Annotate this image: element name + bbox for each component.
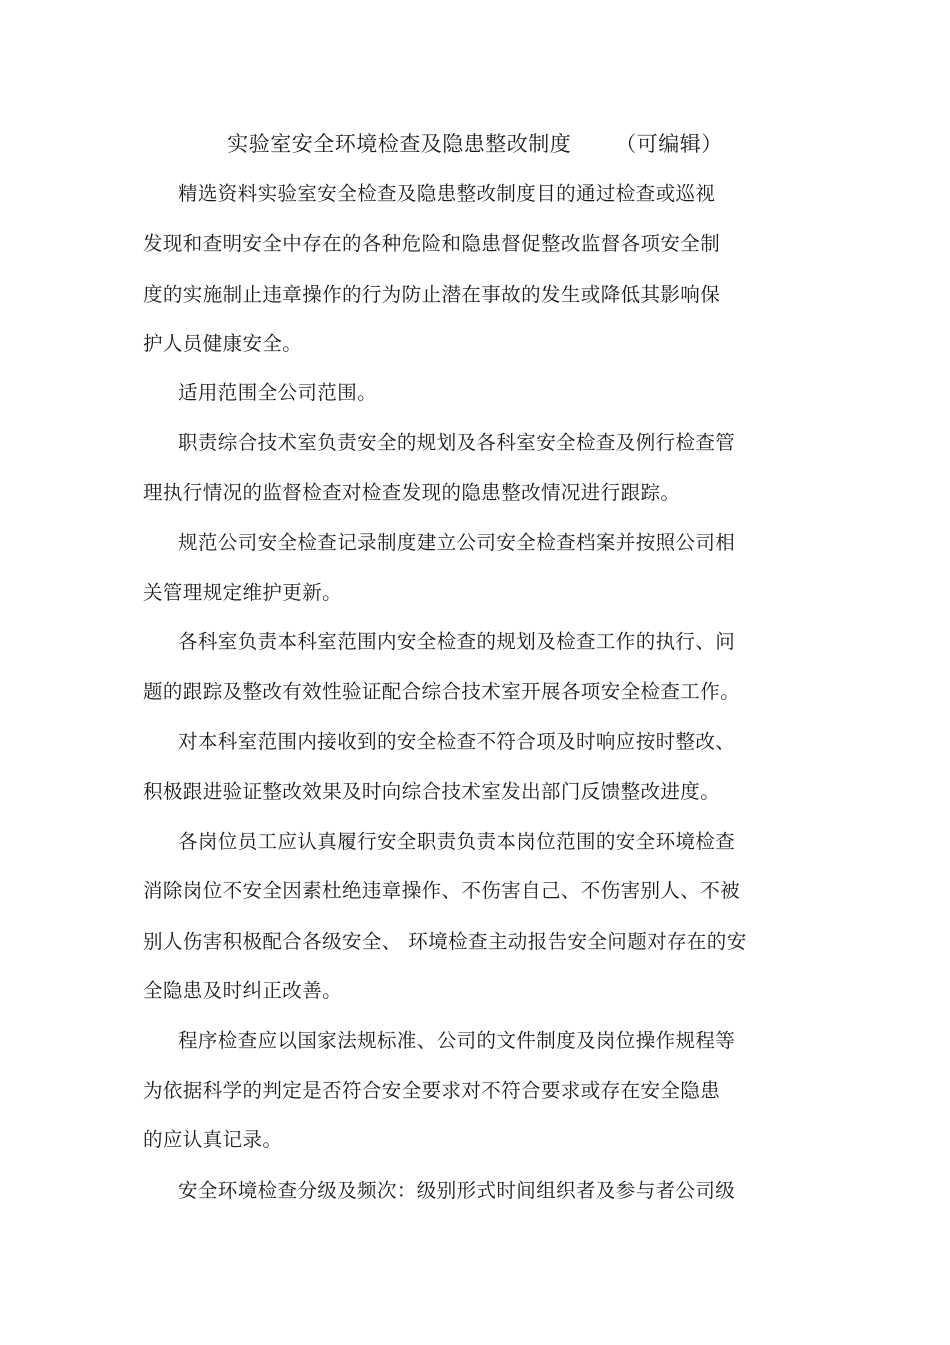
body-line: 程序检查应以国家法规标准、公司的文件制度及岗位操作规程等 <box>178 1029 736 1052</box>
body-line: 职责综合技术室负责安全的规划及各科室安全检查及例行检查管 <box>178 431 736 454</box>
body-line: 各科室负责本科室范围内安全检查的规划及检查工作的执行、问 <box>178 630 736 653</box>
document-title <box>0 128 950 158</box>
body-line: 护人员健康安全。 <box>143 332 303 355</box>
body-line: 适用范围全公司范围。 <box>178 381 378 404</box>
body-line: 规范公司安全检查记录制度建立公司安全检查档案并按照公司相 <box>178 531 736 554</box>
body-line: 题的跟踪及整改有效性验证配合综合技术室开展各项安全检查工作。 <box>143 680 741 703</box>
body-line: 消除岗位不安全因素杜绝违章操作、不伤害自己、不伤害别人、不被 <box>143 879 741 902</box>
body-line: 关管理规定维护更新。 <box>143 581 343 604</box>
body-line: 的应认真记录。 <box>143 1128 283 1151</box>
body-line: 积极跟进验证整改效果及时向综合技术室发出部门反馈整改进度。 <box>143 780 721 803</box>
body-line: 为依据科学的判定是否符合安全要求对不符合要求或存在安全隐患 <box>143 1079 721 1102</box>
body-line: 对本科室范围内接收到的安全检查不符合项及时响应按时整改、 <box>178 730 736 753</box>
body-line: 安全环境检查分级及频次：级别形式时间组织者及参与者公司级 <box>178 1179 736 1202</box>
body-line: 全隐患及时纠正改善。 <box>143 979 343 1002</box>
body-line: 理执行情况的监督检查对检查发现的隐患整改情况进行跟踪。 <box>143 481 681 504</box>
title-suffix: （可编辑） <box>615 132 723 156</box>
body-line: 度的实施制止违章操作的行为防止潜在事故的发生或降低其影响保 <box>143 283 721 306</box>
body-line: 发现和查明安全中存在的各种危险和隐患督促整改监督各项安全制 <box>143 232 721 255</box>
title-text: 实验室安全环境检查及隐患整改制度 <box>227 132 572 156</box>
body-line: 各岗位员工应认真履行安全职责负责本岗位范围的安全环境检查 <box>178 830 736 853</box>
body-line: 精选资料实验室安全检查及隐患整改制度目的通过检查或巡视 <box>178 182 716 205</box>
body-line: 别人伤害积极配合各级安全、 环境检查主动报告安全问题对存在的安 <box>143 930 747 953</box>
